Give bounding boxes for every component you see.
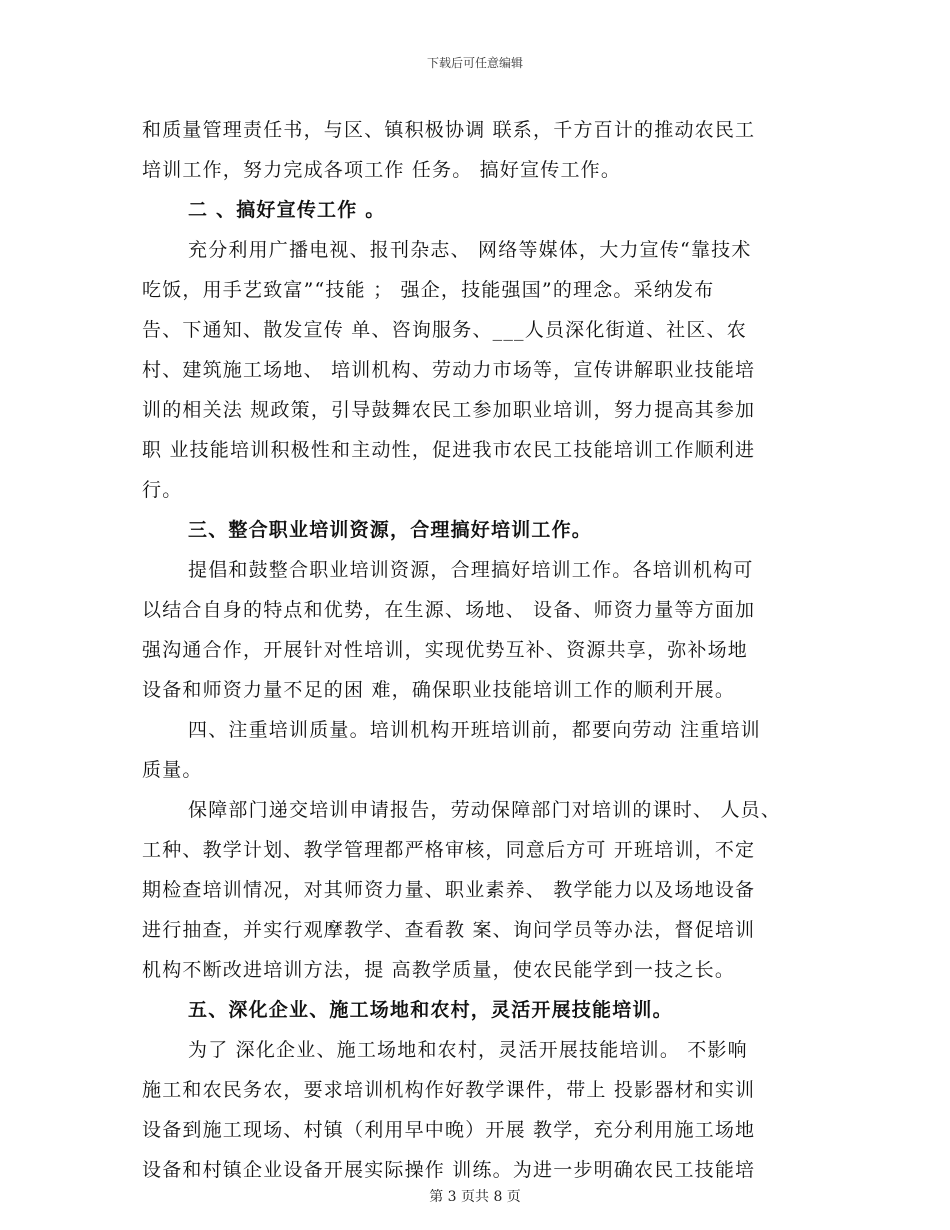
page-header: 下载后可任意编辑 — [426, 56, 523, 70]
text-line: 期检查培训情况，对其师资力量、职业素养、 教学能力以及场地设备 — [142, 879, 756, 901]
text-line: 培训工作，努力完成各项工作 任务。 搞好宣传工作。 — [142, 159, 622, 181]
text-line: 强沟通合作，开展针对性培训，实现优势互补、资源共享，弥补场地 — [142, 639, 749, 661]
text-line: 充分利用广播电视、报刊杂志、 网络等媒体，大力宣传“靠技术 — [188, 239, 752, 261]
text-line: 和质量管理责任书，与区、镇积极协调 联系，千方百计的推动农民工 — [142, 119, 756, 141]
text-line: 吃饭，用手艺致富”“技能 ； 强企，技能强国”的理念。采纳发布 — [142, 279, 715, 301]
text-line: 设备和师资力量不足的困 难，确保职业技能培训工作的顺利开展。 — [142, 679, 736, 701]
text-line: 设备到施工现场、村镇（利用早中晚）开展 教学，充分利用施工场地 — [142, 1119, 756, 1141]
section-heading-4: 四、注重培训质量。培训机构开班培训前，都要向劳动 注重培训 — [188, 719, 761, 741]
text-line: 训的相关法 规政策，引导鼓舞农民工参加职业培训，努力提高其参加 — [142, 399, 756, 421]
text-line: 设备和村镇企业设备开展实际操作 训练。为进一步明确农民工技能培 — [142, 1159, 756, 1181]
text-line: 质量。 — [142, 759, 203, 781]
section-heading-5: 五、深化企业、施工场地和农村，灵活开展技能培训。 — [188, 999, 673, 1021]
text-line: 村、建筑施工场地、 培训机构、劳动力市场等，宣传讲解职业技能培 — [142, 359, 756, 381]
text-line: 保障部门递交培训申请报告，劳动保障部门对培训的课时、 人员、 — [188, 799, 782, 821]
text-line: 机构不断改进培训方法，提 高教学质量，使农民能学到一技之长。 — [142, 959, 736, 981]
text-line: 提倡和鼓整合职业培训资源，合理搞好培训工作。各培训机构可 — [188, 559, 754, 581]
text-line: 告、下通知、散发宣传 单、咨询服务、___人员深化街道、社区、农 — [142, 319, 747, 341]
page-footer: 第 3 页共 8 页 — [429, 1189, 521, 1205]
text-line: 工种、教学计划、教学管理都严格审核，同意后方可 开班培训，不定 — [142, 839, 756, 861]
text-line: 进行抽查，并实行观摩教学、查看教 案、询问学员等办法，督促培训 — [142, 919, 756, 941]
text-line: 行。 — [142, 479, 183, 501]
text-line: 以结合自身的特点和优势，在生源、场地、 设备、师资力量等方面加 — [142, 599, 756, 621]
text-line: 为了 深化企业、施工场地和农村，灵活开展技能培训。 不影响 — [188, 1039, 748, 1061]
text-line: 职 业技能培训积极性和主动性，促进我市农民工技能培训工作顺利进 — [142, 439, 756, 461]
text-line: 施工和农民务农，要求培训机构作好教学课件，带上 投影器材和实训 — [142, 1079, 756, 1101]
section-heading-3: 三、整合职业培训资源，合理搞好培训工作。 — [188, 519, 593, 541]
document-body — [142, 110, 832, 1190]
section-heading-2: 二 、搞好宣传工作 。 — [188, 199, 386, 221]
